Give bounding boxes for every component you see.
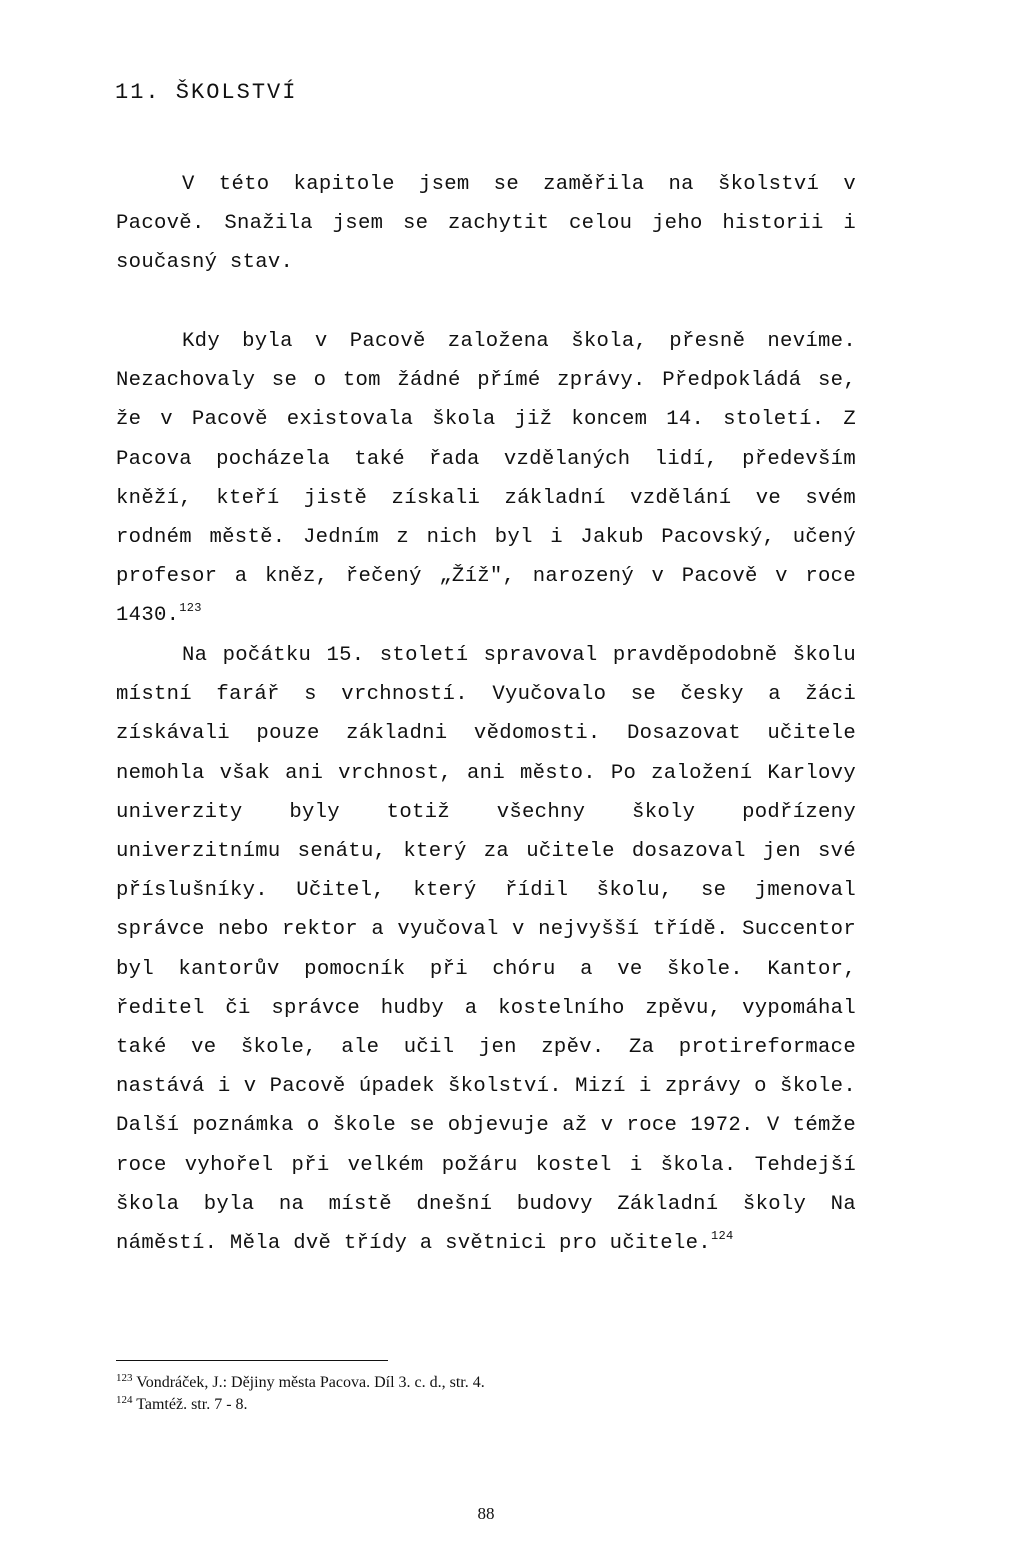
footnote-reference[interactable]: 124 <box>710 1229 734 1244</box>
footnote-text: Tamtéž. str. 7 - 8. <box>136 1396 248 1413</box>
footnote-number: 124 <box>116 1394 133 1406</box>
footnote-item <box>116 1372 485 1394</box>
paragraph-text: Na počátku 15. století spravoval pravděpodobně školu místní farář s vrchností. Vyučovalo se česky a žáci získávali pouze základni vědomosti. Dosazovat učitele nemohla však ani vrchnost, ani město. Po založení Karlovy univerzity byly totiž všechny školy podřízeny univerzitnímu senátu, který za učitele dosazoval jen své příslušníky. Učitel, který řídil školu, se jmenoval správce nebo rektor a vyučoval v nejvyšší třídě. Succentor byl kantorův pomocník při chóru a ve škole. Kantor, ředitel či správce hudby a kostelního zpěvu, vypomáhal také ve škole, ale učil jen zpěv. Za protireformace nastává i v Pacově úpadek školství. Mizí i zprávy o škole. Další poznámka o škole se objevuje až v roce 1972. V témže roce vyhořel při velkém požáru kostel i škola. Tehdejší škola byla na místě dnešní budovy Základní školy Na náměstí. Měla dvě třídy a světnici pro učitele. <box>116 644 856 1256</box>
page-number: 88 <box>477 1504 495 1523</box>
footnotes-list <box>116 1372 485 1416</box>
footnote-text: Vondráček, J.: Dějiny města Pacova. Díl 3. c. d., str. 4. <box>136 1374 485 1391</box>
paragraph-origins <box>116 322 856 636</box>
paragraph-history <box>116 636 856 1263</box>
paragraph-text: V této kapitole jsem se zaměřila na školství v Pacově. Snažila jsem se zachytit celou jeho historii i současný stav. <box>116 173 856 275</box>
footnote-divider <box>116 1360 388 1361</box>
footnote-reference[interactable]: 123 <box>179 601 202 616</box>
footnote-item <box>116 1394 485 1416</box>
footnote-number: 123 <box>116 1372 133 1384</box>
paragraph-intro <box>116 165 856 283</box>
chapter-heading: 11. ŠKOLSTVÍ <box>115 80 298 105</box>
paragraph-text: Kdy byla v Pacově založena škola, přesně nevíme. Nezachovaly se o tom žádné přímé zprávy. Předpokládá se, že v Pacově existovala škola již koncem 14. století. Z Pacova pocházela také řada vzdělaných lidí, především kněží, kteří jistě získali základní vzdělání ve svém rodném městě. Jedním z nich byl i Jakub Pacovský, učený profesor a kněz, řečený „Žíž", narozený v Pacově v roce 1430. <box>116 330 856 628</box>
